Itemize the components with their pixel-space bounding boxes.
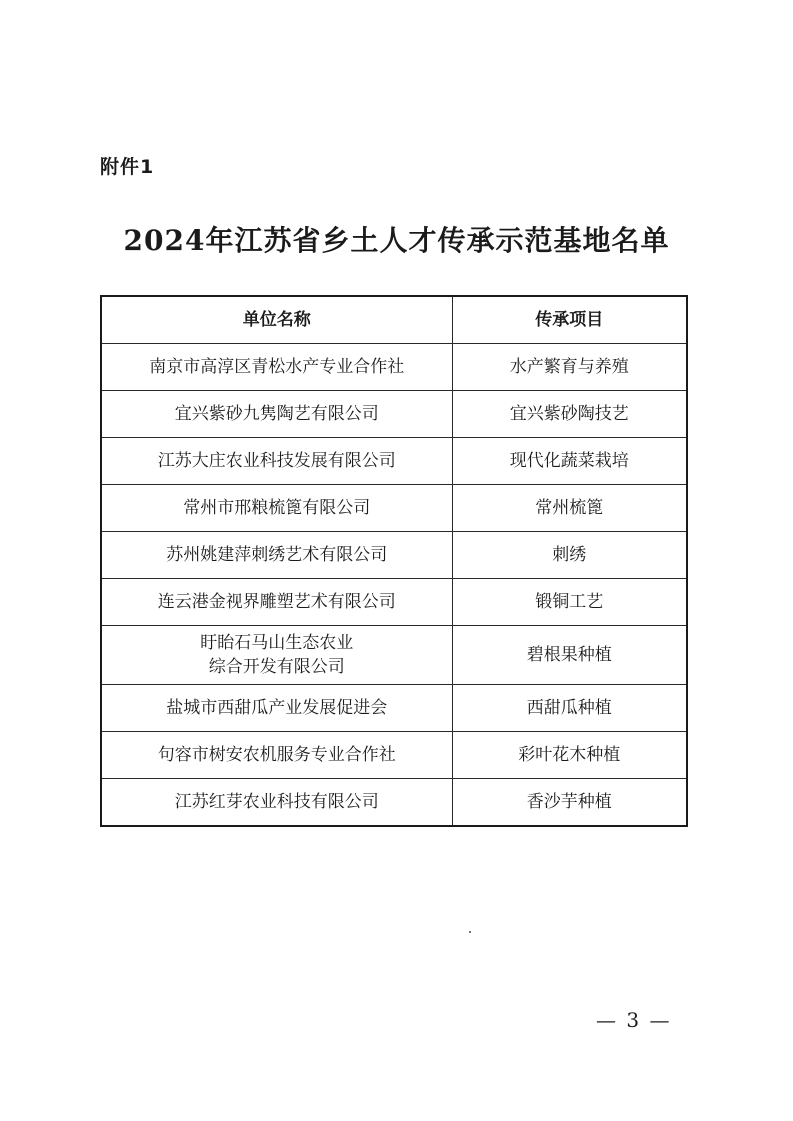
project-cell: 锻铜工艺 [452,579,687,626]
unit-name-cell: 苏州姚建萍刺绣艺术有限公司 [101,532,452,579]
project-cell: 香沙芋种植 [452,779,687,827]
table-row [101,344,687,391]
table-row [101,532,687,579]
page-number: — 3 — [596,1008,672,1032]
project-cell: 彩叶花木种植 [452,732,687,779]
attachment-label: 附件1 [100,156,155,178]
unit-name-cell: 句容市树安农机服务专业合作社 [101,732,452,779]
unit-name-cell: 宜兴紫砂九隽陶艺有限公司 [101,391,452,438]
table-row [101,438,687,485]
unit-name-cell: 江苏红芽农业科技有限公司 [101,779,452,827]
column-header-project: 传承项目 [452,296,687,344]
table-row [101,391,687,438]
table-row [101,626,687,685]
project-cell: 刺绣 [452,532,687,579]
table-row [101,685,687,732]
unit-name-cell [101,626,452,685]
unit-name-cell: 连云港金视界雕塑艺术有限公司 [101,579,452,626]
project-cell: 水产繁育与养殖 [452,344,687,391]
project-cell: 西甜瓜种植 [452,685,687,732]
project-cell: 碧根果种植 [452,626,687,685]
table-row [101,732,687,779]
table-header-row [101,296,687,344]
table-row [101,485,687,532]
unit-name-cell: 南京市高淳区青松水产专业合作社 [101,344,452,391]
unit-name-cell: 盐城市西甜瓜产业发展促进会 [101,685,452,732]
unit-name-cell: 江苏大庄农业科技发展有限公司 [101,438,452,485]
unit-name-line-2: 综合开发有限公司 [208,657,345,677]
column-header-unit: 单位名称 [101,296,452,344]
unit-name-line-1: 盱眙石马山生态农业 [200,633,354,653]
document-title: 2024年江苏省乡土人才传承示范基地名单 [123,224,670,257]
table-row [101,579,687,626]
base-list-table [100,295,688,827]
project-cell: 常州梳篦 [452,485,687,532]
scan-speck [469,931,471,933]
unit-name-cell: 常州市邢粮梳篦有限公司 [101,485,452,532]
table-row [101,779,687,827]
project-cell: 现代化蔬菜栽培 [452,438,687,485]
project-cell: 宜兴紫砂陶技艺 [452,391,687,438]
